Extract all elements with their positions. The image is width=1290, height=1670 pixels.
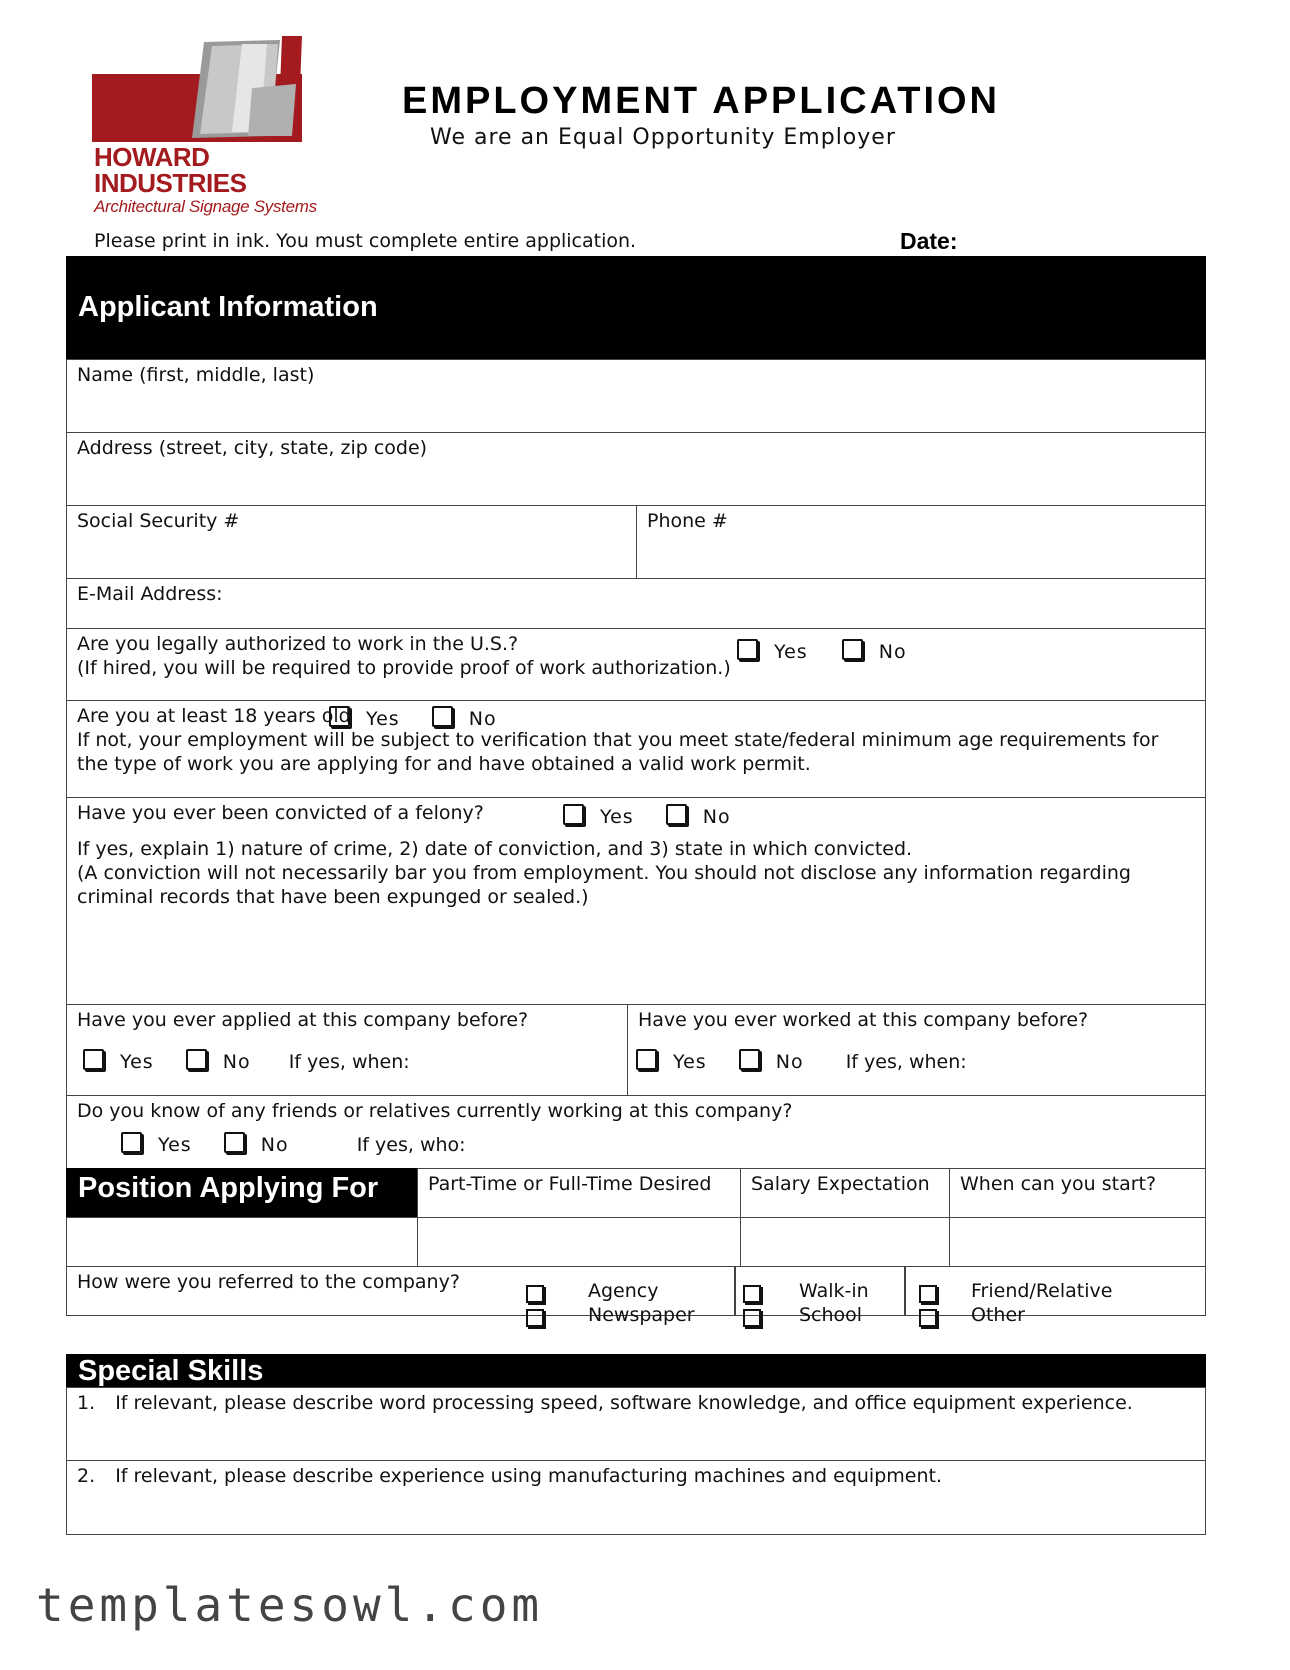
referral-school-checkbox[interactable]: [743, 1309, 761, 1327]
position-section-header: [66, 1168, 418, 1218]
referral-agency-label: Agency: [588, 1280, 659, 1302]
salary-header: [740, 1168, 950, 1218]
age-question: Are you at least 18 years old: [77, 705, 351, 727]
felony-options: [563, 804, 731, 829]
felony-yes-checkbox[interactable]: [563, 804, 584, 825]
yes-label: Yes: [158, 1134, 192, 1156]
applied-before-question: Have you ever applied at this company before?: [77, 1009, 529, 1031]
relatives-row: [66, 1095, 1206, 1169]
felony-explain: If yes, explain 1) nature of crime, 2) date of conviction, and 3) state in which convicted.: [77, 838, 913, 860]
age-no-checkbox[interactable]: [432, 706, 453, 727]
worked-before-options: [636, 1049, 967, 1074]
phone-label: Phone #: [647, 510, 728, 532]
salary-label: Salary Expectation: [751, 1173, 930, 1195]
position-input[interactable]: [66, 1217, 418, 1267]
worked-yes-checkbox[interactable]: [636, 1049, 657, 1070]
age-row: [66, 700, 1206, 798]
time-desired-header: [417, 1168, 741, 1218]
email-label: E-Mail Address:: [77, 583, 223, 605]
start-date-label: When can you start?: [960, 1173, 1157, 1195]
referral-other-label: Other: [971, 1304, 1025, 1326]
skills-q2-number: 2.: [77, 1465, 96, 1487]
relatives-yes-checkbox[interactable]: [121, 1132, 142, 1153]
applied-no-checkbox[interactable]: [186, 1049, 207, 1070]
referral-agency-checkbox[interactable]: [526, 1285, 544, 1303]
felony-note: (A conviction will not necessarily bar you from employment. You should not disclose any information regarding criminal records that have been expunged or sealed.): [77, 862, 1131, 908]
name-label: Name (first, middle, last): [77, 364, 315, 386]
start-date-header: [949, 1168, 1206, 1218]
referral-friend-label: Friend/Relative: [971, 1280, 1113, 1302]
skills-q1-number: 1.: [77, 1392, 96, 1414]
referral-newspaper-label: Newspaper: [588, 1304, 695, 1326]
time-desired-input[interactable]: [417, 1217, 741, 1267]
logo-name-line2: INDUSTRIES: [94, 168, 247, 198]
yes-label: Yes: [673, 1051, 707, 1073]
salary-input[interactable]: [740, 1217, 950, 1267]
yes-label: Yes: [600, 806, 634, 828]
logo-name-line1: HOWARD: [94, 142, 210, 172]
relatives-who-label: If yes, who:: [356, 1134, 466, 1156]
applicant-section-title: Applicant Information: [78, 291, 378, 323]
age-note: If not, your employment will be subject to verification that you meet state/federal minimum age requirements for the type of work you are applying for and have obtained a valid work permit.: [77, 729, 1159, 775]
skills-section-title: Special Skills: [78, 1355, 264, 1387]
skills-section-header: [66, 1354, 1206, 1388]
referral-friend-checkbox[interactable]: [919, 1285, 937, 1303]
no-label: No: [468, 708, 497, 730]
address-field[interactable]: [66, 432, 1206, 506]
watermark: templatesowl.com: [36, 1578, 544, 1632]
age-yes-checkbox[interactable]: [329, 706, 350, 727]
phone-field[interactable]: [636, 505, 1206, 579]
age-options: [329, 706, 497, 731]
ssn-field[interactable]: [66, 505, 637, 579]
work-authorization-yes-checkbox[interactable]: [737, 639, 758, 660]
no-label: No: [260, 1134, 289, 1156]
referral-other-checkbox[interactable]: [919, 1309, 937, 1327]
referral-walkin-checkbox[interactable]: [743, 1285, 761, 1303]
referral-divider-1: [734, 1266, 736, 1316]
referral-newspaper-checkbox[interactable]: [526, 1309, 544, 1327]
address-label: Address (street, city, state, zip code): [77, 437, 428, 459]
worked-when-label: If yes, when:: [845, 1051, 967, 1073]
name-field[interactable]: [66, 359, 1206, 433]
skills-q2-text: If relevant, please describe experience using manufacturing machines and equipment.: [115, 1465, 942, 1487]
yes-label: Yes: [366, 708, 400, 730]
referral-walkin-label: Walk-in: [799, 1280, 869, 1302]
felony-no-checkbox[interactable]: [666, 804, 687, 825]
worked-before-row: [627, 1004, 1206, 1096]
company-logo: [92, 36, 322, 146]
work-authorization-options: [737, 639, 907, 664]
time-desired-label: Part-Time or Full-Time Desired: [428, 1173, 712, 1195]
referral-divider-2: [904, 1266, 906, 1316]
application-form: [66, 256, 1206, 1328]
work-authorization-note: (If hired, you will be required to provide proof of work authorization.): [77, 657, 731, 679]
work-authorization-question: Are you legally authorized to work in the U.S.?: [77, 633, 519, 655]
position-section-title: Position Applying For: [78, 1172, 379, 1204]
skills-office-field[interactable]: [66, 1387, 1206, 1461]
relatives-options: [121, 1132, 466, 1157]
felony-row[interactable]: [66, 797, 1206, 1005]
ssn-label: Social Security #: [77, 510, 240, 532]
document-title: EMPLOYMENT APPLICATION: [402, 80, 1000, 122]
applied-when-label: If yes, when:: [288, 1051, 410, 1073]
document-subtitle: We are an Equal Opportunity Employer: [430, 125, 896, 150]
work-authorization-row: [66, 628, 1206, 701]
worked-no-checkbox[interactable]: [739, 1049, 760, 1070]
instructions-text: Please print in ink. You must complete entire application.: [94, 230, 637, 252]
date-label: Date:: [900, 228, 958, 254]
yes-label: Yes: [120, 1051, 154, 1073]
referral-school-label: School: [799, 1304, 863, 1326]
relatives-no-checkbox[interactable]: [224, 1132, 245, 1153]
yes-label: Yes: [774, 641, 808, 663]
start-date-input[interactable]: [949, 1217, 1206, 1267]
skills-manufacturing-field[interactable]: [66, 1460, 1206, 1535]
skills-q1-text: If relevant, please describe word processing speed, software knowledge, and office equipment experience.: [115, 1392, 1133, 1414]
work-authorization-no-checkbox[interactable]: [842, 639, 863, 660]
relatives-question: Do you know of any friends or relatives currently working at this company?: [77, 1100, 793, 1122]
email-field[interactable]: [66, 578, 1206, 629]
no-label: No: [222, 1051, 251, 1073]
felony-question: Have you ever been convicted of a felony?: [77, 802, 484, 824]
logo-tagline: Architectural Signage Systems: [94, 197, 317, 216]
no-label: No: [775, 1051, 804, 1073]
worked-before-question: Have you ever worked at this company before?: [638, 1009, 1089, 1031]
applicant-section-header: [66, 256, 1206, 359]
no-label: No: [702, 806, 731, 828]
applied-before-options: [83, 1049, 410, 1074]
applied-before-row: [66, 1004, 628, 1096]
no-label: No: [878, 641, 907, 663]
applied-yes-checkbox[interactable]: [83, 1049, 104, 1070]
referral-question: How were you referred to the company?: [77, 1271, 460, 1293]
